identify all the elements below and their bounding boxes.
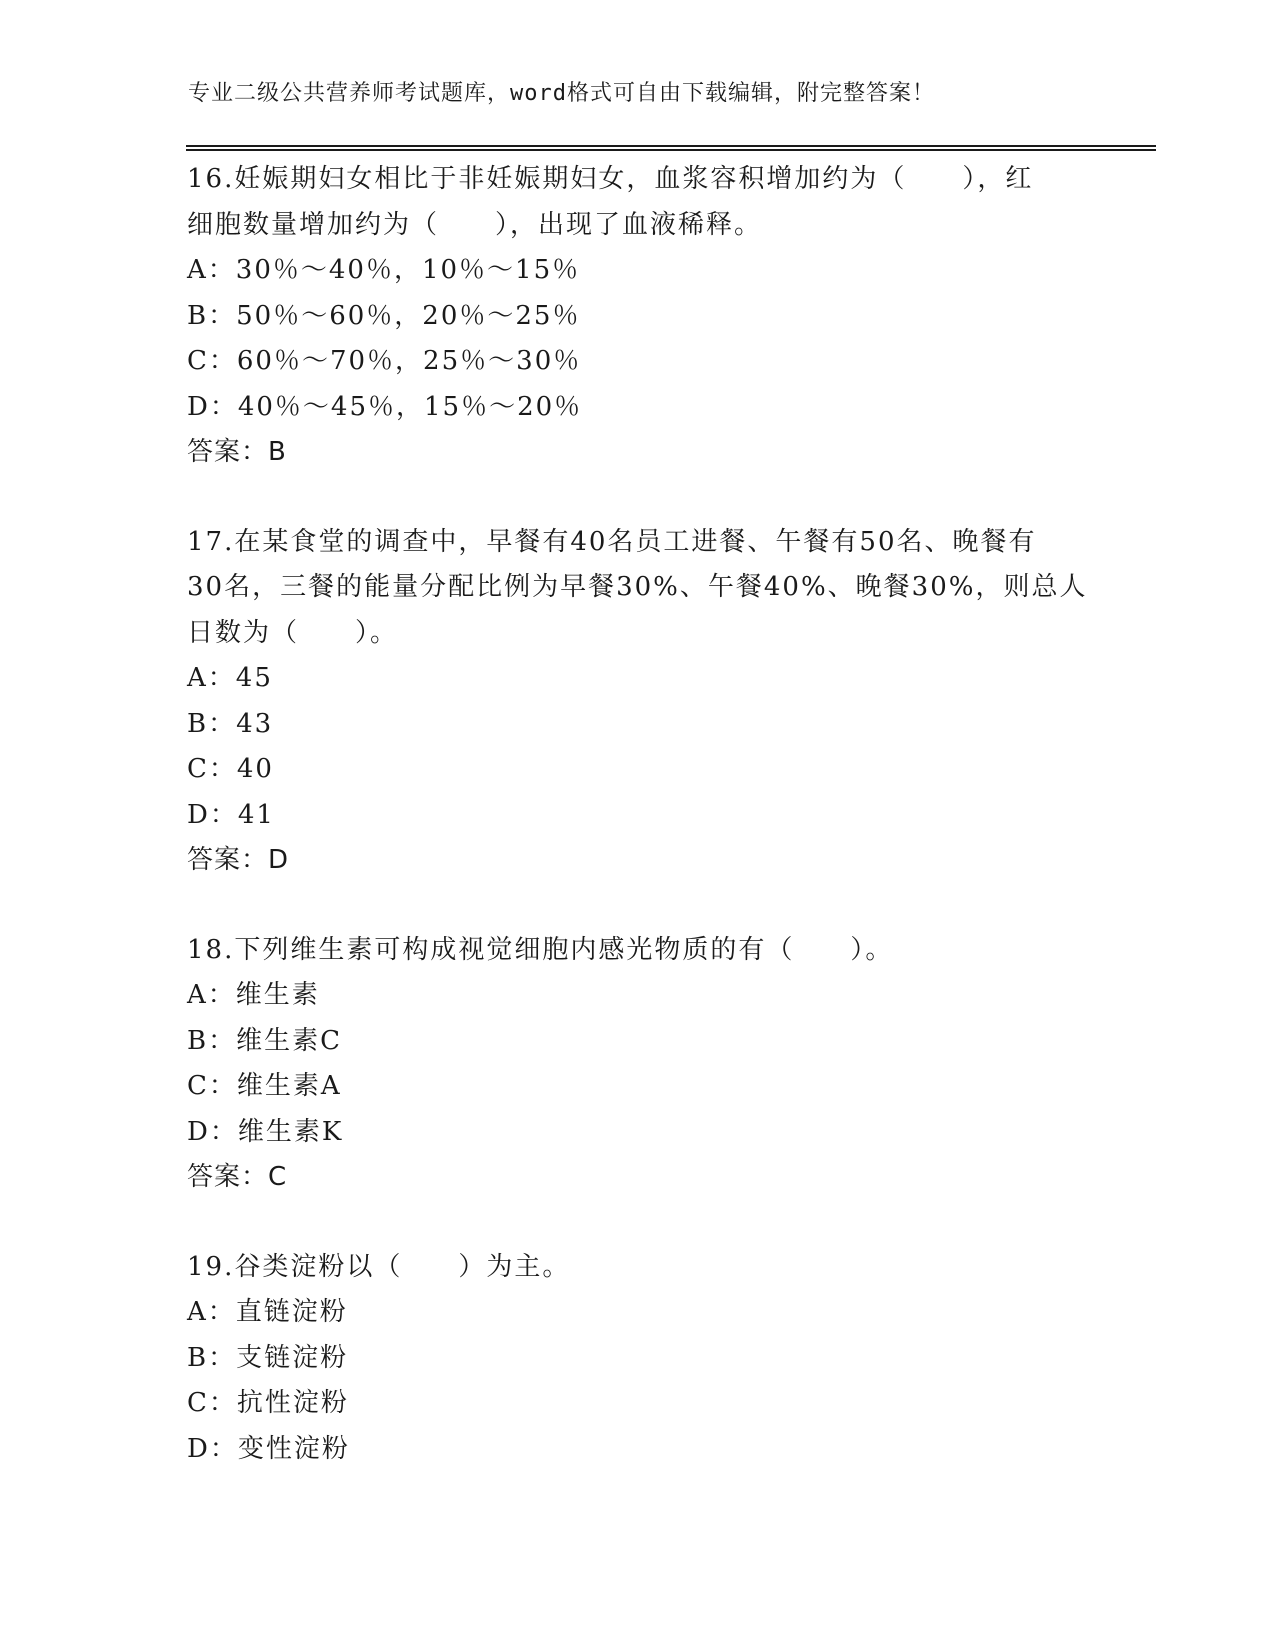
option-c: C：40 bbox=[187, 754, 274, 784]
question-18 bbox=[187, 928, 1087, 1201]
header-double-rule bbox=[186, 145, 1156, 151]
option-a: A：直链淀粉 bbox=[187, 1297, 348, 1327]
answer-line: 答案：C bbox=[187, 1162, 288, 1192]
option-d: D：维生素K bbox=[187, 1116, 344, 1147]
page-header: 专业二级公共营养师考试题库，word格式可自由下载编辑，附完整答案！ bbox=[188, 81, 935, 106]
answer-line: 答案：D bbox=[187, 845, 290, 875]
question-list bbox=[187, 157, 1087, 1516]
option-b: B：43 bbox=[187, 708, 274, 739]
answer-line: 答案：B bbox=[187, 437, 287, 467]
option-c: C：维生素A bbox=[187, 1071, 342, 1101]
question-stem-line: 18.下列维生素可构成视觉细胞内感光物质的有（ ）。 bbox=[187, 934, 894, 965]
question-stem-line: 日数为（ ）。 bbox=[187, 617, 399, 648]
option-b: B：维生素C bbox=[187, 1025, 343, 1056]
option-a: A：维生素 bbox=[187, 980, 320, 1010]
question-stem-line: 细胞数量增加约为（ ），出现了血液稀释。 bbox=[187, 209, 763, 240]
option-d: D：变性淀粉 bbox=[187, 1433, 350, 1464]
question-17 bbox=[187, 520, 1087, 884]
question-stem-line: 16.妊娠期妇女相比于非妊娠期妇女，血浆容积增加约为（ ），红 bbox=[187, 164, 1034, 194]
option-d: D：40％～45％，15％～20％ bbox=[187, 391, 583, 422]
option-c: C：抗性淀粉 bbox=[187, 1388, 349, 1418]
option-a: A：30％～40％，10％～15％ bbox=[187, 255, 581, 285]
question-stem-line: 30名，三餐的能量分配比例为早餐30%、午餐40%、晚餐30%，则总人 bbox=[187, 572, 1088, 602]
question-16 bbox=[187, 157, 1087, 476]
option-b: B：50％～60％，20％～25％ bbox=[187, 300, 581, 331]
option-a: A：45 bbox=[187, 663, 273, 693]
question-stem-line: 17.在某食堂的调查中，早餐有40名员工进餐、午餐有50名、晚餐有 bbox=[187, 526, 1037, 557]
question-19 bbox=[187, 1245, 1087, 1473]
question-stem-line: 19.谷类淀粉以（ ）为主。 bbox=[187, 1251, 571, 1282]
option-b: B：支链淀粉 bbox=[187, 1342, 349, 1373]
option-d: D：41 bbox=[187, 799, 275, 830]
option-c: C：60％～70％，25％～30％ bbox=[187, 346, 582, 376]
